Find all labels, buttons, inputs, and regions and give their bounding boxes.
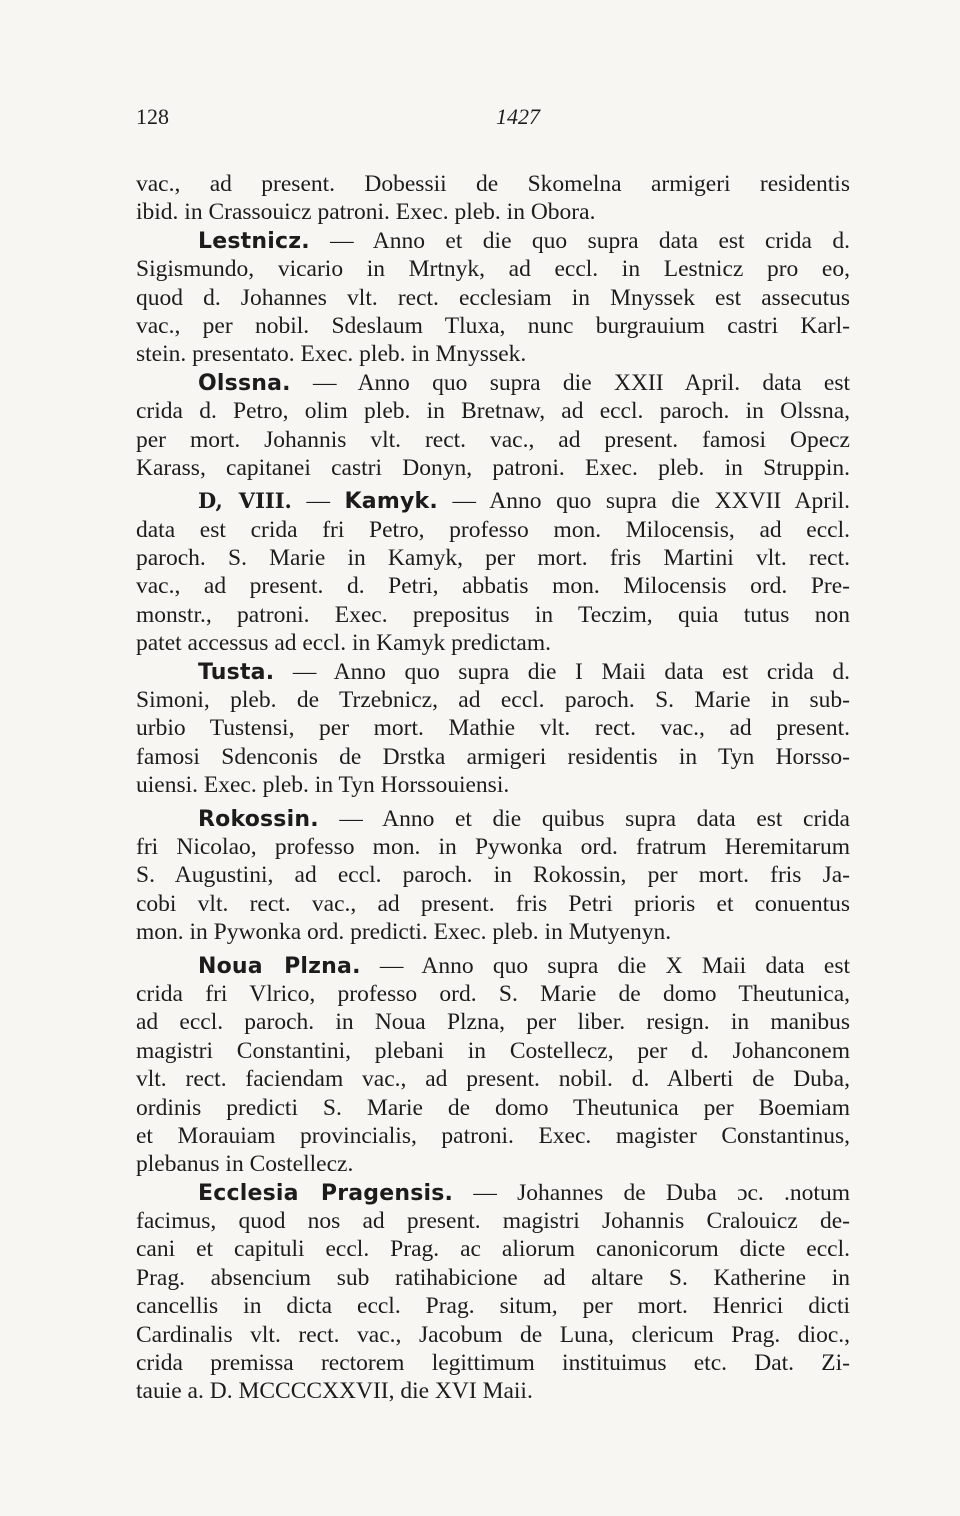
line-text: Prag. absencium sub ratihabicione ad altare S. Katherine in bbox=[136, 1264, 850, 1291]
entry-heading: Ecclesia Pragensis. bbox=[198, 1180, 454, 1206]
entry-first-line bbox=[136, 227, 850, 255]
body-text bbox=[136, 170, 850, 1406]
text-line bbox=[136, 890, 850, 918]
line-text: — Anno quo supra die I Maii data est crida d. bbox=[274, 658, 850, 685]
line-text: Cardinalis vlt. rect. vac., Jacobum de Luna, clericum Prag. dioc., bbox=[136, 1321, 850, 1348]
line-text: — Johannes de Duba ɔc. .notum bbox=[453, 1179, 850, 1206]
text-line bbox=[136, 426, 850, 454]
line-text: tauie a. D. MCCCCXXVII, die XVI Maii. bbox=[136, 1378, 533, 1405]
line-text: monstr., patroni. Exec. prepositus in Teczim, quia tutus non bbox=[136, 601, 850, 628]
text-line bbox=[136, 1264, 850, 1292]
text-line bbox=[136, 572, 850, 600]
text-line bbox=[136, 833, 850, 861]
text-line bbox=[136, 1065, 850, 1093]
text-line bbox=[136, 1207, 850, 1235]
text-line bbox=[136, 686, 850, 714]
entry-first-line bbox=[136, 805, 850, 833]
text-line bbox=[136, 516, 850, 544]
line-text: crida d. Petro, olim pleb. in Bretnaw, ad eccl. paroch. in Olssna, bbox=[136, 398, 850, 425]
line-text: cobi vlt. rect. vac., ad present. fris Petri prioris et conuentus bbox=[136, 890, 850, 917]
line-text: stein. presentato. Exec. pleb. in Mnyssek. bbox=[136, 341, 527, 368]
text-line bbox=[136, 1037, 850, 1065]
entry-heading: Lestnicz. bbox=[198, 228, 310, 254]
text-line bbox=[136, 1377, 850, 1405]
text-line bbox=[136, 198, 850, 226]
text-line bbox=[136, 714, 850, 742]
line-text: paroch. S. Marie in Kamyk, per mort. fris Martini vlt. rect. bbox=[136, 545, 850, 572]
line-text: uiensi. Exec. pleb. in Tyn Horssouiensi. bbox=[136, 772, 510, 799]
text-line bbox=[136, 918, 850, 946]
line-text: cani et capituli eccl. Prag. ac aliorum canonicorum dicte eccl. bbox=[136, 1236, 850, 1263]
text-line bbox=[136, 743, 850, 771]
text-line bbox=[136, 1122, 850, 1150]
text-line bbox=[136, 771, 850, 799]
text-line bbox=[136, 255, 850, 283]
line-text: plebanus in Costellecz. bbox=[136, 1151, 354, 1178]
text-line bbox=[136, 397, 850, 425]
text-line bbox=[136, 454, 850, 482]
line-text: data est crida fri Petro, professo mon. Milocensis, ad eccl. bbox=[136, 516, 850, 543]
text-line bbox=[136, 1321, 850, 1349]
line-text: famosi Sdenconis de Drstka armigeri residentis in Tyn Horsso- bbox=[136, 743, 850, 770]
text-line bbox=[136, 861, 850, 889]
text-line bbox=[136, 1150, 850, 1178]
line-text: vac., ad present. d. Petri, abbatis mon. Milocensis ord. Pre- bbox=[136, 573, 850, 600]
text-line bbox=[136, 1094, 850, 1122]
text-line bbox=[136, 312, 850, 340]
entry-first-line bbox=[136, 1179, 850, 1207]
entry-first-line: D, VIII. — Kamyk. — Anno quo supra die XXVII April. bbox=[198, 488, 850, 515]
text-line bbox=[136, 1292, 850, 1320]
entry-heading: Noua Plzna. bbox=[198, 953, 361, 979]
date-marker: D, VIII. bbox=[198, 488, 292, 514]
line-text: vac., per nobil. Sdeslaum Tluxa, nunc burgrauium castri Karl- bbox=[136, 312, 850, 339]
entry-heading: Olssna. bbox=[198, 370, 291, 396]
line-text: ad eccl. paroch. in Noua Plzna, per liber. resign. in manibus bbox=[136, 1009, 850, 1036]
line-text: — Anno quo supra die X Maii data est bbox=[360, 952, 851, 979]
line-text: ibid. in Crassouicz patroni. Exec. pleb. in Obora. bbox=[136, 199, 596, 226]
entry-heading: Kamyk. bbox=[344, 489, 438, 515]
text-line bbox=[136, 170, 850, 198]
text-line bbox=[136, 601, 850, 629]
line-text: patet accessus ad eccl. in Kamyk predictam. bbox=[136, 630, 551, 657]
text-line bbox=[136, 284, 850, 312]
text-line bbox=[136, 1349, 850, 1377]
line-text: per mort. Johannis vlt. rect. vac., ad present. famosi Opecz bbox=[136, 426, 850, 453]
line-text: fri Nicolao, professo mon. in Pywonka ord. fratrum Heremitarum bbox=[136, 833, 850, 860]
text-line bbox=[136, 340, 850, 368]
entry-heading: Tusta. bbox=[198, 659, 275, 685]
text-line bbox=[136, 1008, 850, 1036]
line-text: ordinis predicti S. Marie de domo Theutunica per Boemiam bbox=[136, 1094, 850, 1121]
entry-first-line bbox=[136, 369, 850, 397]
line-text: — Anno quo supra die XXII April. data est bbox=[290, 369, 850, 396]
line-text: Simoni, pleb. de Trzebnicz, ad eccl. paroch. S. Marie in sub- bbox=[136, 687, 850, 714]
line-text: et Morauiam provincialis, patroni. Exec. magister Constantinus, bbox=[136, 1122, 850, 1149]
page-year-heading: 1427 bbox=[496, 104, 540, 129]
entry-first-line bbox=[136, 952, 850, 980]
entry-first-line bbox=[136, 658, 850, 686]
line-text: cancellis in dicta eccl. Prag. situm, per mort. Henrici dicti bbox=[136, 1293, 850, 1320]
text-line bbox=[136, 544, 850, 572]
line-text: mon. in Pywonka ord. predicti. Exec. pleb. in Mutyenyn. bbox=[136, 919, 672, 946]
line-text: vlt. rect. faciendam vac., ad present. nobil. d. Alberti de Duba, bbox=[136, 1066, 850, 1093]
line-text: S. Augustini, ad eccl. paroch. in Rokossin, per mort. fris Ja- bbox=[136, 862, 850, 889]
line-text: crida premissa rectorem legittimum instituimus etc. Dat. Zi- bbox=[136, 1350, 850, 1377]
line-text: urbio Tustensi, per mort. Mathie vlt. rect. vac., ad present. bbox=[136, 715, 850, 742]
line-text: facimus, quod nos ad present. magistri Johannis Cralouicz de- bbox=[136, 1208, 850, 1235]
line-text: Sigismundo, vicario in Mrtnyk, ad eccl. in Lestnicz pro eo, bbox=[136, 256, 850, 283]
page-number: 128 bbox=[136, 104, 169, 129]
text-line bbox=[136, 980, 850, 1008]
line-text: vac., ad present. Dobessii de Skomelna armigeri residentis bbox=[136, 171, 850, 197]
line-text: — Anno et die quo supra data est crida d. bbox=[309, 227, 850, 254]
line-text: — Anno quo supra die XXVII April. bbox=[437, 488, 850, 515]
text-line bbox=[136, 629, 850, 657]
line-text: — Anno et die quibus supra data est crida bbox=[318, 805, 850, 832]
line-text: quod d. Johannes vlt. rect. ecclesiam in Mnyssek est assecutus bbox=[136, 284, 850, 311]
text-line bbox=[136, 1235, 850, 1263]
entry-heading: Rokossin. bbox=[198, 806, 319, 832]
line-text: magistri Constantini, plebani in Costellecz, per d. Johanconem bbox=[136, 1037, 850, 1064]
line-text: Karass, capitanei castri Donyn, patroni. Exec. pleb. in Struppin. bbox=[136, 454, 850, 481]
line-text: crida fri Vlrico, professo ord. S. Marie de domo Theutunica, bbox=[136, 980, 850, 1007]
running-head bbox=[136, 104, 850, 134]
